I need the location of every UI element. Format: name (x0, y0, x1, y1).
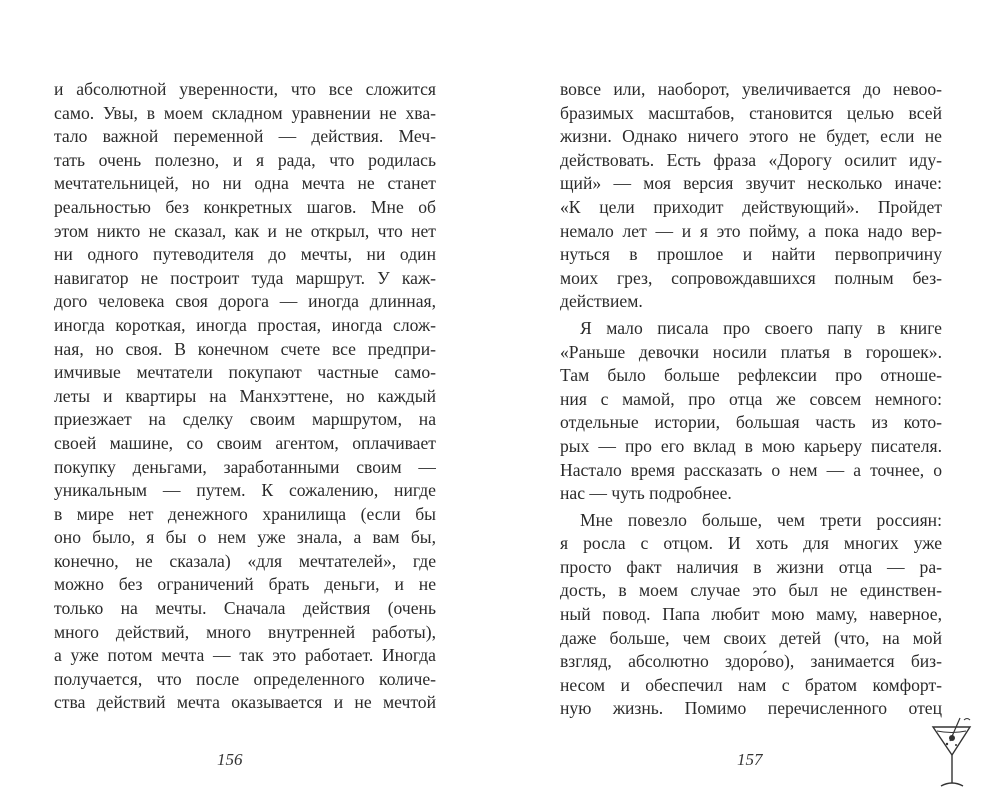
text-line: иногда короткая, иногда простая, иногда слож- (54, 314, 436, 335)
text-line: тать очень полезно, и я рада, что родилась (54, 149, 436, 170)
left-page (54, 78, 436, 715)
page-number-right: 157 (737, 750, 763, 769)
text-line: Мне повезло больше, чем трети россиян: (580, 509, 942, 530)
text-line: отдельные истории, большая часть из кото- (560, 412, 942, 433)
text-line: я росла с отцом. И хоть для многих уже (560, 533, 942, 554)
text-line: ства действий мечта оказывается и не мечтой (54, 692, 436, 713)
text-line: бразимых масштабов, становится целью всей (560, 102, 942, 123)
text-line: дого человека своя дорога — иногда длинная, (54, 291, 436, 312)
text-line: реальностью без конкретных шагов. Мне об (54, 196, 436, 217)
text-line: само. Увы, в моем складном уравнении не хва- (54, 102, 436, 123)
text-line: а уже потом мечта — так это работает. Иногда (54, 645, 436, 666)
text-line: ния с мамой, про отца же совсем немного: (560, 388, 942, 409)
text-line: можно без ограничений брать деньги, и не (54, 574, 436, 595)
text-line: уникальным — путем. К сожалению, нигде (54, 480, 436, 501)
text-line: этом никто не сказал, как и не открыл, что нет (54, 220, 436, 241)
text-line: конечно, не сказала) «для мечтателей», где (54, 550, 436, 571)
text-line: в мире нет денежного хранилища (если бы (54, 503, 436, 524)
text-line: только на мечты. Сначала действия (очень (54, 598, 436, 619)
text-line: немало лет — и я это пойму, а пока надо вер- (560, 220, 942, 241)
text-line: нас — чуть подробнее. (560, 483, 732, 504)
martini-glass-icon (930, 715, 974, 791)
text-line: получается, что после определенного количе- (54, 668, 436, 689)
text-line: Там было больше рефлексии про отноше- (560, 365, 942, 386)
text-line: рых — про его вклад в мою карьеру писателя. (560, 435, 942, 456)
text-line: навигатор не построит туда маршрут. У каж- (54, 267, 436, 288)
text-line: ная, но своя. В конечном счете все предпри- (54, 338, 436, 359)
text-line: действием. (560, 291, 643, 312)
text-line: покупку деньгами, заработанными своим — (54, 456, 436, 477)
text-line: мечтательницей, но ни одна мечта не станет (54, 173, 436, 194)
text-line: оно было, я бы о нем уже знала, а вам бы, (54, 527, 436, 548)
text-line: жизни. Однако ничего этого не будет, если не (560, 126, 942, 147)
text-line: тало важной переменной — действия. Меч- (54, 126, 436, 147)
text-line: просто факт наличия в жизни отца — ра- (560, 556, 942, 577)
text-line: приезжает на сделку своим маршрутом, на (54, 409, 436, 430)
text-line: своей машине, со своим агентом, оплачивает (54, 432, 436, 453)
text-line: ни одного путеводителя до мечты, ни один (54, 244, 436, 265)
text-line: имчивые мечтатели покупают частные само- (54, 362, 436, 383)
text-line: и абсолютной уверенности, что все сложится (54, 79, 436, 99)
right-page-text (560, 78, 942, 721)
text-line: Я мало писала про своего папу в книге (580, 317, 942, 338)
text-line: действовать. Есть фраза «Дорогу осилит иду- (560, 149, 942, 170)
text-line: нуться в прошлое и найти первопричину (560, 244, 942, 265)
text-line: леты и квартиры на Манхэттене, но каждый (54, 385, 436, 406)
text-line: «К цели приходит действующий». Пройдет (560, 196, 942, 217)
text-line: ный повод. Папа любит мою маму, наверное, (560, 604, 942, 625)
text-line: вовсе или, наоборот, увеличивается до невоо- (560, 79, 942, 99)
text-line: несом и обеспечил нам с братом комфорт- (560, 674, 942, 695)
text-line: щий» — моя версия звучит несколько иначе: (560, 173, 942, 194)
text-line: ную жизнь. Помимо перечисленного отец (560, 698, 942, 719)
text-line: «Раньше девочки носили платья в горошек». (560, 341, 942, 362)
page-number-left: 156 (217, 750, 243, 769)
left-page-text (54, 78, 436, 715)
text-line: Настало время рассказать о нем — а точнее, о (560, 459, 942, 480)
right-page (560, 78, 942, 721)
text-line: много действий, много внутренней работы), (54, 621, 436, 642)
text-line: моих грез, сопровождавшихся полным без- (560, 267, 942, 288)
text-line: дость, в моем случае это был не единствен- (560, 580, 942, 601)
text-line: даже больше, чем своих детей (что, на мой (560, 627, 942, 648)
text-line: взгляд, абсолютно здоро́во), занимается биз- (560, 651, 942, 672)
